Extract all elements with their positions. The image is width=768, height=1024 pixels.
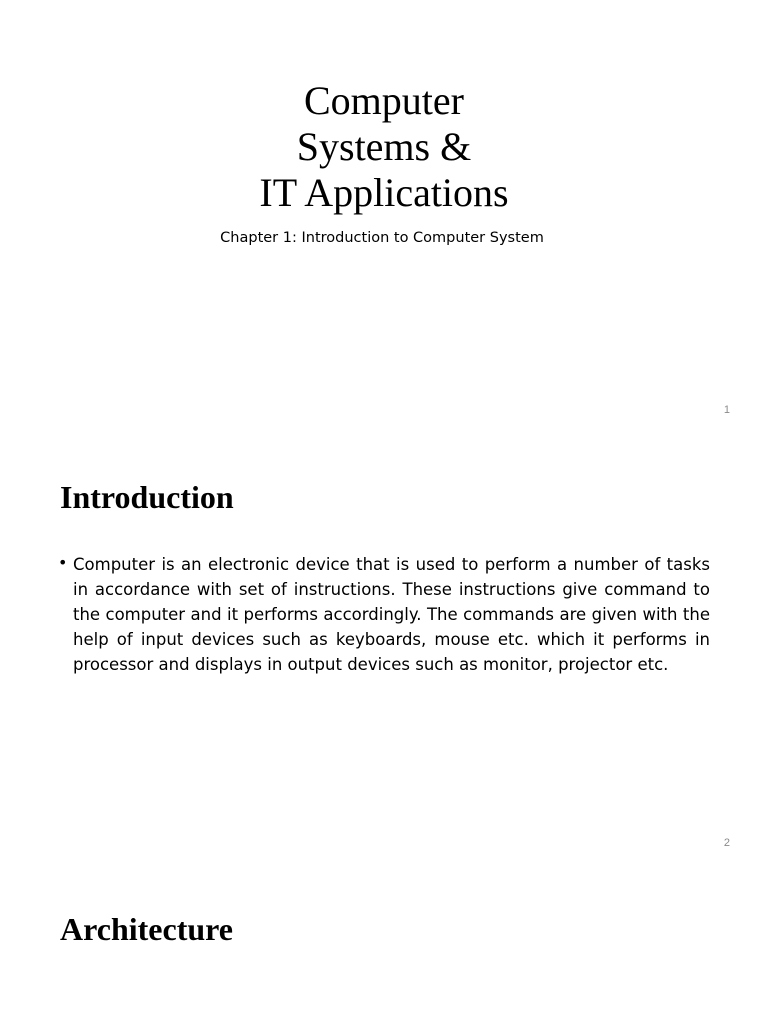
deck-title-line: IT Applications <box>259 170 509 215</box>
deck-title-line: Systems & <box>296 124 472 169</box>
slide-introduction <box>0 432 768 864</box>
page-number: 2 <box>723 837 730 849</box>
section-heading: Architecture <box>60 911 233 947</box>
body-paragraph: Computer is an electronic device that is used to perform a number of tasks in accordance with set of instructions. These instructions give command to the computer and it performs accordingly. The commands are given with the help of input devices such as keyboards, mouse etc. which it performs in processor and displays in output devices such as monitor, projector etc. <box>73 555 710 674</box>
page-number: 1 <box>723 404 730 416</box>
section-heading: Introduction <box>60 479 234 515</box>
deck-title <box>0 78 768 216</box>
deck-title-line: Computer <box>304 78 464 123</box>
bullet-marker: • <box>58 553 68 572</box>
slide-architecture <box>0 864 768 1024</box>
slide-title <box>0 0 768 432</box>
chapter-subtitle: Chapter 1: Introduction to Computer System <box>220 230 544 246</box>
